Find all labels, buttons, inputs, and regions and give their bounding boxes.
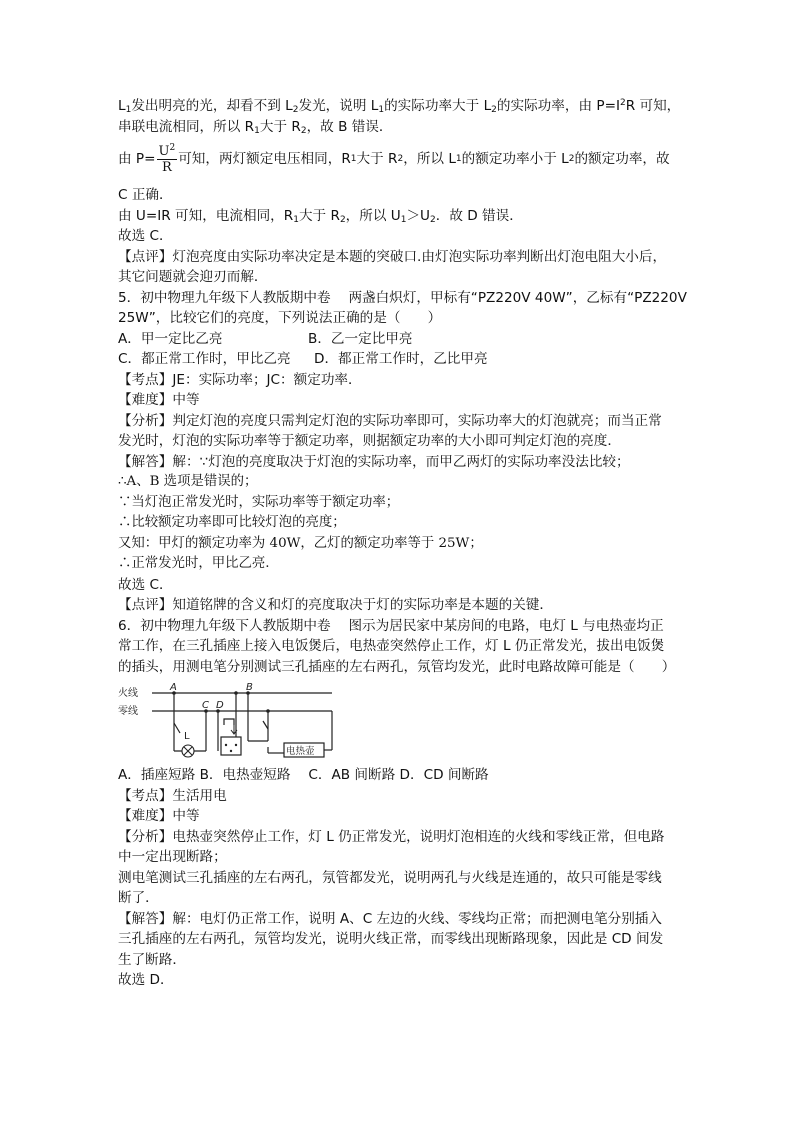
q5-options-row-1 — [118, 329, 684, 350]
q5-options-row-2 — [118, 349, 684, 370]
q6-answer-1: 【解答】解：电灯仍正常工作，说明 A、C 左边的火线、零线均正常；而把测电笔分别插入 — [118, 910, 662, 927]
q5-stem-2: 25W”，比较它们的亮度，下列说法正确的是（ ） — [118, 310, 442, 326]
solution-comment-1: 【点评】灯泡亮度由实际功率决定是本题的突破口.由灯泡实际功率判断出灯泡电阻大小后， — [118, 248, 667, 265]
power-formula-fraction: $\frac{U^2}{R}$ — [158, 142, 176, 175]
q5-answer-1: 【解答】解：∵灯泡的亮度取决于灯泡的实际功率，而甲乙两灯的实际功率没法比较； — [118, 453, 630, 470]
q5-nandu: 【难度】中等 — [118, 392, 200, 408]
solution-answer: 故选 C． — [118, 228, 173, 244]
solution-line-1: $L_1$发出明亮的光，却看不到 $L_2$发光，说明 $L_1$的实际功率大于 $L_2$的实际功率，由 $P=I^2R$ 可知， — [118, 98, 681, 115]
solution-line-2: 串联电流相同，所以 $R_1$大于 $R_2$，故 B 错误． — [118, 118, 393, 136]
q5-option-b: B．乙一定比甲亮 — [308, 330, 413, 347]
solution-formula-line: 由 P= $\frac{U^2}{R}$ 可知，两灯额定电压相同，R 1 大于 R 2 ，所以 L 1 的额定功率小于 L 2 的额定功率，故 — [118, 142, 670, 175]
q6-analysis-3: 测电笔测试三孔插座的左右两孔，氖管都发光，说明两孔与火线是连通的，故只可能是零线 — [118, 869, 662, 886]
q5-analysis-2: 发光时，灯泡的实际功率等于额定功率，则据额定功率的大小即可判定灯泡的亮度． — [118, 433, 621, 449]
point-d-label: D — [216, 700, 224, 711]
q6-stem-1: 6．初中物理九年级下人教版期中卷 图示为居民家中某房间的电路，电灯 L 与电热壶均正 — [118, 617, 664, 634]
q6-options: A．插座短路 B．电热壶短路 C．AB 间断路 D．CD 间断路 — [118, 767, 489, 783]
q6-analysis-4: 断了． — [118, 890, 159, 906]
q5-option-c: C．都正常工作时，甲比乙亮 — [118, 351, 291, 367]
q6-analysis-2: 中一定出现断路； — [118, 849, 227, 865]
q6-analysis-1: 【分析】电热壶突然停止工作，灯 L 仍正常发光，说明灯泡相连的火线和零线正常，但电路 — [118, 828, 665, 845]
q6-kaodian: 【考点】生活用电 — [118, 787, 227, 804]
neutral-wire-label: 零线 — [118, 706, 138, 717]
lamp-symbol — [182, 745, 194, 757]
point-a-label: A — [170, 682, 177, 693]
q5-answer-3: ∵当灯泡正常发光时，实际功率等于额定功率； — [118, 494, 400, 510]
q6-nandu: 【难度】中等 — [118, 808, 200, 824]
heater-label: 电热壶 — [286, 746, 315, 757]
point-c-label: C — [202, 700, 209, 711]
solution-line-4: C 正确． — [118, 187, 173, 203]
q5-analysis-1: 【分析】判定灯泡的亮度只需判定灯泡的实际功率即可，实际功率大的灯泡就亮；而当正常 — [118, 412, 662, 429]
q5-option-a: A．甲一定比乙亮 — [118, 330, 223, 347]
q5-stem-1: 5．初中物理九年级下人教版期中卷 两盏白炽灯，甲标有“PZ220V 40W”，乙标有“PZ220V — [118, 289, 687, 306]
solution-line-5: 由 U=IR 可知，电流相同，$R_1$大于 $R_2$，所以 $U_1>U_2$．故 D 错误． — [118, 207, 523, 225]
live-wire-label: 火线 — [118, 688, 138, 699]
q6-answer-3: 生了断路． — [118, 951, 186, 968]
q5-answer-6: ∴正常发光时，甲比乙亮. — [118, 556, 270, 571]
q6-stem-2: 常工作，在三孔插座上接入电饭煲后，电热壶突然停止工作，灯 L 仍正常发光，拔出电饭煲 — [118, 638, 665, 654]
q5-comment: 【点评】知道铭牌的含义和灯的亮度取决于灯的实际功率是本题的关键． — [118, 597, 553, 613]
q5-answer-4: ∴比较额定功率即可比较灯泡的亮度； — [118, 515, 346, 530]
lamp-label: L — [184, 731, 190, 742]
q5-kaodian: 【考点】JE：实际功率；JC：额定功率． — [118, 371, 362, 388]
q5-choice: 故选 C． — [118, 576, 173, 593]
document-content — [118, 96, 687, 991]
q6-stem-3: 的插头，用测电笔分别测试三孔插座的左右两孔，氖管均发光，此时电路故障可能是（ ） — [118, 658, 676, 675]
q6-answer-2: 三孔插座的左右两孔，氖管均发光，说明火线正常，而零线出现断路现象，因此是 CD 间发 — [118, 931, 664, 947]
q5-option-d: D．都正常工作时，乙比甲亮 — [314, 351, 488, 367]
solution-comment-2: 其它问题就会迎刃而解． — [118, 269, 268, 285]
point-b-label: B — [246, 682, 253, 693]
q6-choice: 故选 D． — [118, 972, 174, 988]
circuit-diagram-svg — [118, 681, 348, 761]
q5-answer-5: 又知：甲灯的额定功率为 40W，乙灯的额定功率等于 25W； — [118, 535, 483, 551]
q5-answer-2: ∴A、B 选项是错误的； — [118, 474, 258, 489]
circuit-diagram — [118, 681, 684, 761]
